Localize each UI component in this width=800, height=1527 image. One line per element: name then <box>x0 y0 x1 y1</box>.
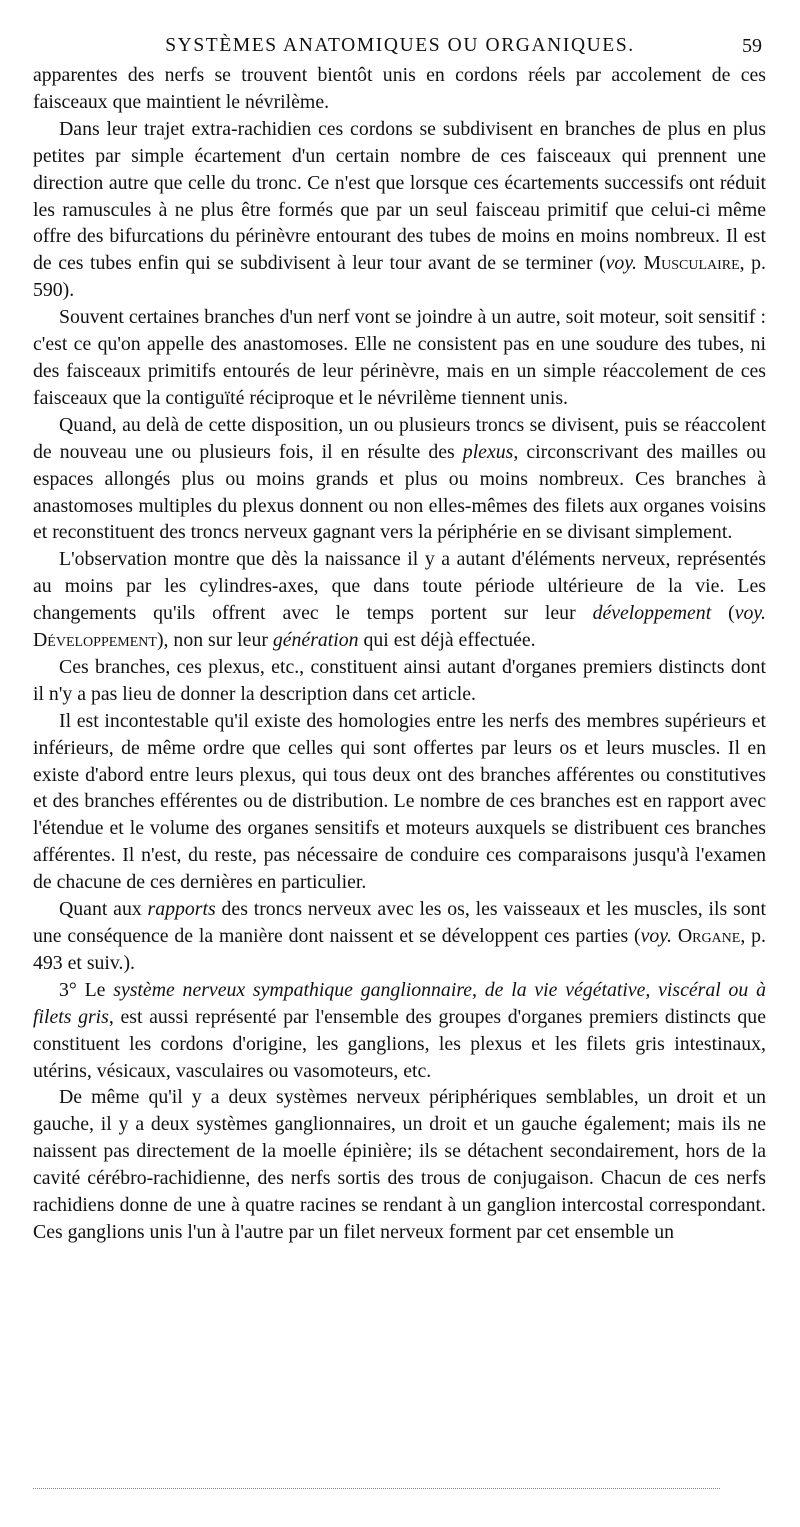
paragraph-4-text-a: Quand, au delà de cette disposition, un ou plusieurs troncs se divisent, puis se réaccolent de nouveau une ou plusieurs fois, il en résulte des <box>33 413 766 463</box>
paragraph-9 <box>33 977 766 1085</box>
paragraph-8-rapports: rapports <box>147 898 216 921</box>
paragraph-5-generation: génération <box>272 629 359 652</box>
paragraph-6: Ces branches, ces plexus, etc., constituent ainsi autant d'organes premiers distincts dont il n'y a pas lieu de donner la description dans cet article. <box>33 655 766 705</box>
paragraph-2-end: , p. 590). <box>33 252 766 302</box>
paragraph-10: De même qu'il y a deux systèmes nerveux périphériques semblables, un droit et un gauche, il y a deux systèmes ganglionnaires, un droit et un gauche également; mais ils ne naissent pas directement de la moelle épinière; ils se détachent secondairement, hors de la cavité cérébro-rachidienne, des nerfs sortis des trous de conjugaison. Chacun de ces nerfs rachidiens donne de une à quatre racines se rendant à un ganglion intercostal correspondant. Ces ganglions unis l'un à l'autre par un filet nerveux forment par cet ensemble un <box>33 1086 766 1243</box>
paragraph-8-text-b: des troncs nerveux avec les os, les vaisseaux et les muscles, ils sont une conséquence de la manière dont naissent et se développent ces parties ( <box>33 898 766 947</box>
paragraph-2-text: Dans leur trajet extra-rachidien ces cordons se subdivisent en branches de plus en plus petites par simple écartement d'un certain nombre de ces faisceaux qui prennent une direction autre que celle du tronc. Ce n'est que lorsque ces écartements successifs ont réduit les ramuscules à ne plus être formés que par un seul faisceau primitif que celui-ci même offre des bifurcations du périnèvre entourant des tubes de moins en moins nombreux. Il est de ces tubes enfin qui se subdivisent à leur tour avant de se terminer ( <box>33 117 766 275</box>
paragraph-5 <box>33 546 766 654</box>
paragraph-5-voy: voy. <box>734 602 766 625</box>
footer-rule <box>33 1488 720 1489</box>
paragraph-5-text-a: L'observation montre que dès la naissance il y a autant d'éléments nerveux, représentés au moins par les cylindres-axes, que dans toute période ultérieure de la vie. Les changements qu'ils offrent avec le temps portent sur leur <box>33 548 766 625</box>
paragraph-4-plexus: plexus <box>462 440 514 463</box>
page-number: 59 <box>742 35 762 57</box>
paragraph-9-text: , est aussi représenté par l'ensemble des groupes d'organes premiers distincts que constituent les cordons d'origine, les ganglions, les plexus et les filets gris intestinaux, utérins, vésicaux, vasculaires ou vasomoteurs, etc. <box>33 1005 766 1082</box>
paragraph-4 <box>33 412 766 547</box>
paragraph-4-text-b: , circonscrivant des mailles ou espaces allongés plus ou moins grands et plus ou moins nombreux. Ces branches à anastomoses multiples du plexus donnent ou non elles-mêmes des filets aux organes voisins et reconstituent des troncs nerveux gagnant vers la périphérie en se divisant simplement. <box>33 440 766 544</box>
running-title: SYSTÈMES ANATOMIQUES OU ORGANIQUES. <box>165 35 635 56</box>
paragraph-5-reference: Développement <box>33 629 157 652</box>
paragraph-8-text-c: , p. 493 et suiv.). <box>33 925 766 974</box>
paragraph-9-le: Le <box>76 978 114 1001</box>
paragraph-8 <box>33 896 766 977</box>
page-header <box>34 30 766 62</box>
paragraph-5-developpement: développement <box>592 602 712 625</box>
paragraph-2 <box>33 116 766 304</box>
paragraph-9-number: 3° <box>59 978 77 1001</box>
paragraph-8-text-a: Quant aux <box>59 898 148 921</box>
paragraph-8-reference: Organe <box>677 925 741 947</box>
paragraph-8-voy: voy. <box>640 925 672 947</box>
paragraph-7: Il est incontestable qu'il existe des homologies entre les nerfs des membres supérieurs et inférieurs, de même ordre que celles qui sont offertes par leurs os et leurs muscles. Il en existe d'abord entre leurs plexus, qui tous deux ont des branches afférentes ou constitutives et des branches efférentes ou de distribution. Le nombre de ces branches est en rapport avec l'étendue et le volume des organes sensitifs et moteurs auxquels se distribuent ces branches afférentes. Il n'est, du reste, pas nécessaire de conduire ces comparaisons jusqu'à l'examen de chacune de ces dernières en particulier. <box>33 709 766 894</box>
paragraph-5-text-d: qui est déjà effectuée. <box>358 629 536 652</box>
paragraph-9-system-name: système nerveux sympathique ganglionnaire, de la vie végétative, viscéral ou à filets gris <box>33 978 766 1028</box>
paragraph-2-voy: voy. <box>605 252 637 275</box>
paragraph-2-reference: Musculaire <box>643 252 740 275</box>
paragraph-1: apparentes des nerfs se trouvent bientôt unis en cordons réels par accolement de ces faisceaux que maintient le névrilème. <box>33 64 766 113</box>
body-text <box>33 62 766 1246</box>
paragraph-3: Souvent certaines branches d'un nerf vont se joindre à un autre, soit moteur, soit sensitif : c'est ce qu'on appelle des anastomoses. Elle ne consistent pas en une soudure des tubes, ni des faisceaux primitifs entourés de leur périnèvre, mais en un simple réaccolement de ces faisceaux que la contiguïté réciproque et le névrilème tiennent unis. <box>33 306 766 409</box>
paragraph-5-text-c: ), non sur leur <box>156 629 273 652</box>
paragraph-5-text-b: ( <box>711 602 735 625</box>
